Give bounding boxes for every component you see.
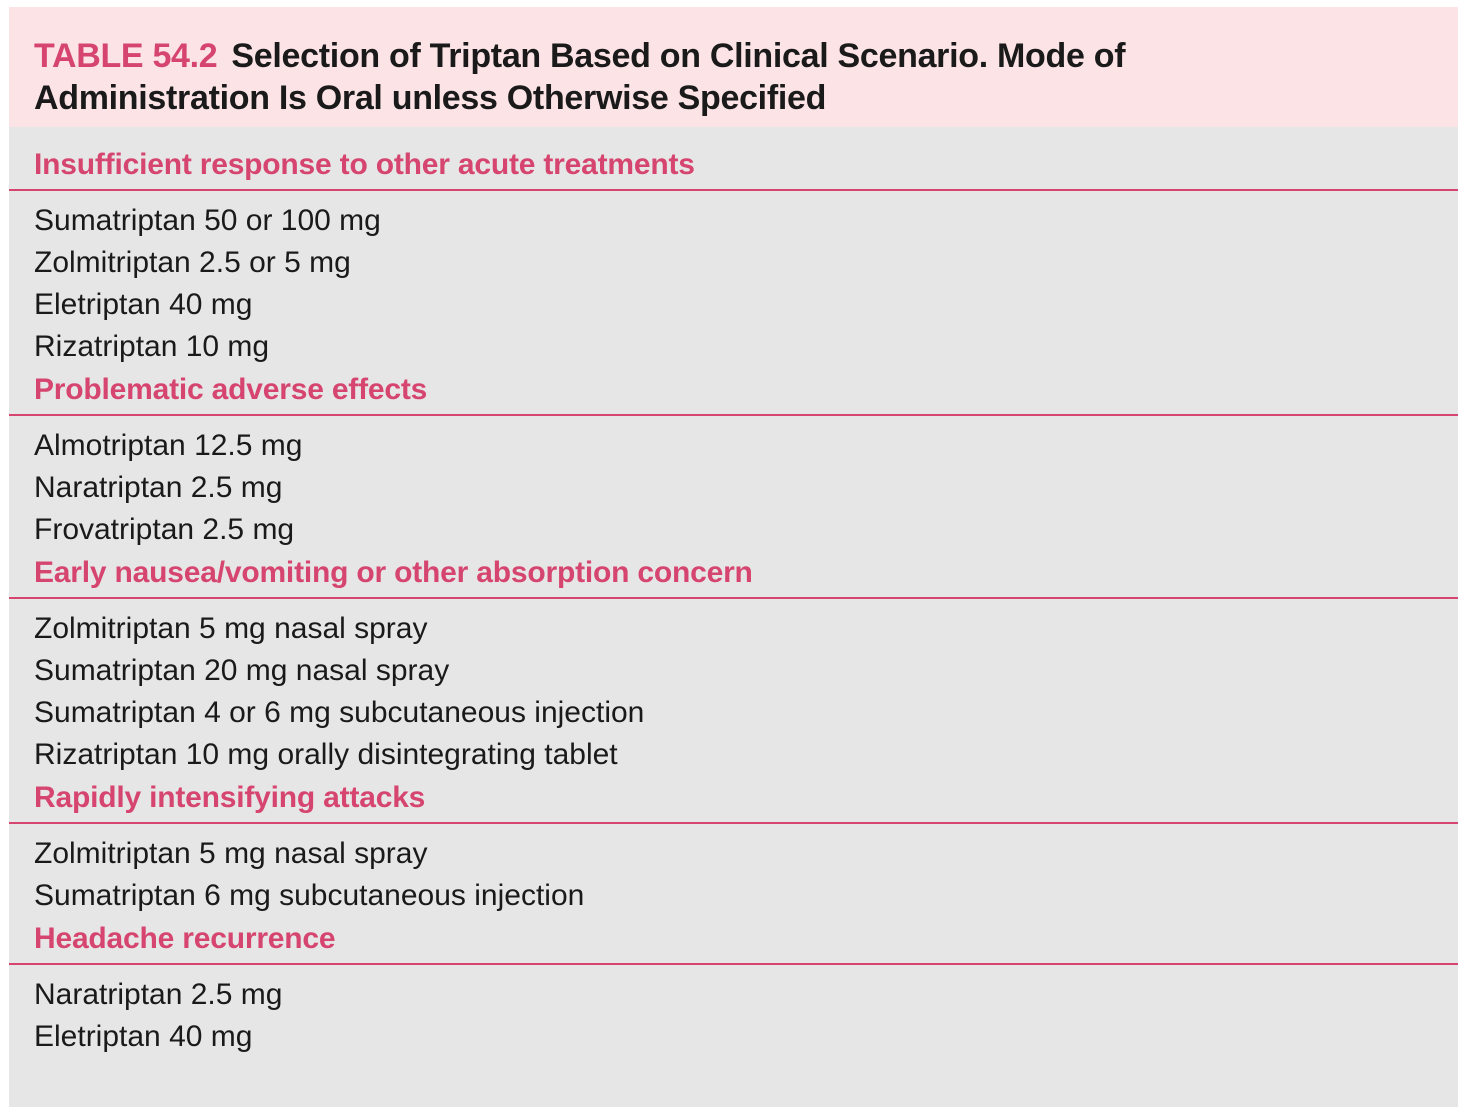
scenario-section: [9, 919, 1458, 1058]
drug-item: Frovatriptan 2.5 mg: [34, 513, 295, 546]
scenario-heading: Rapidly intensifying attacks: [34, 781, 426, 814]
scenario-heading: Insufficient response to other acute treatments: [34, 148, 695, 181]
drug-item: Zolmitriptan 5 mg nasal spray: [34, 837, 428, 870]
drug-item: Almotriptan 12.5 mg: [34, 429, 303, 462]
table-title-text-1: Selection of Triptan Based on Clinical Scenario. Mode of: [231, 37, 1126, 75]
scenario-heading: Early nausea/vomiting or other absorption concern: [34, 556, 753, 589]
table-label: TABLE 54.2: [34, 37, 218, 75]
drug-item: Naratriptan 2.5 mg: [34, 471, 283, 504]
section-divider: [9, 822, 1458, 824]
triptan-table: [9, 7, 1458, 1107]
scenario-section: [9, 370, 1458, 551]
drug-item: Eletriptan 40 mg: [34, 1020, 253, 1053]
table-title-line2: Administration Is Oral unless Otherwise Specified: [34, 79, 827, 117]
scenario-section: [9, 553, 1458, 776]
drug-list: [9, 425, 1458, 551]
drug-item: Eletriptan 40 mg: [34, 288, 253, 321]
section-divider: [9, 597, 1458, 599]
drug-item: Zolmitriptan 2.5 or 5 mg: [34, 246, 351, 279]
table-title-line1: [34, 35, 1434, 77]
drug-list: [9, 200, 1458, 368]
section-divider: [9, 963, 1458, 965]
drug-item: Rizatriptan 10 mg: [34, 330, 270, 363]
scenario-heading: Problematic adverse effects: [34, 373, 428, 406]
drug-item: Rizatriptan 10 mg orally disintegrating tablet: [34, 738, 618, 771]
table-body: [9, 127, 1458, 1058]
drug-list: [9, 608, 1458, 776]
scenario-section: [9, 778, 1458, 917]
drug-list: [9, 974, 1458, 1058]
scenario-section: [9, 145, 1458, 368]
drug-item: Sumatriptan 50 or 100 mg: [34, 204, 381, 237]
drug-item: Sumatriptan 4 or 6 mg subcutaneous injection: [34, 696, 645, 729]
drug-item: Zolmitriptan 5 mg nasal spray: [34, 612, 428, 645]
table-header: [9, 7, 1458, 127]
section-divider: [9, 414, 1458, 416]
scenario-heading: Headache recurrence: [34, 922, 336, 955]
drug-item: Sumatriptan 6 mg subcutaneous injection: [34, 879, 585, 912]
drug-item: Sumatriptan 20 mg nasal spray: [34, 654, 450, 687]
drug-list: [9, 833, 1458, 917]
drug-item: Naratriptan 2.5 mg: [34, 978, 283, 1011]
section-divider: [9, 189, 1458, 191]
